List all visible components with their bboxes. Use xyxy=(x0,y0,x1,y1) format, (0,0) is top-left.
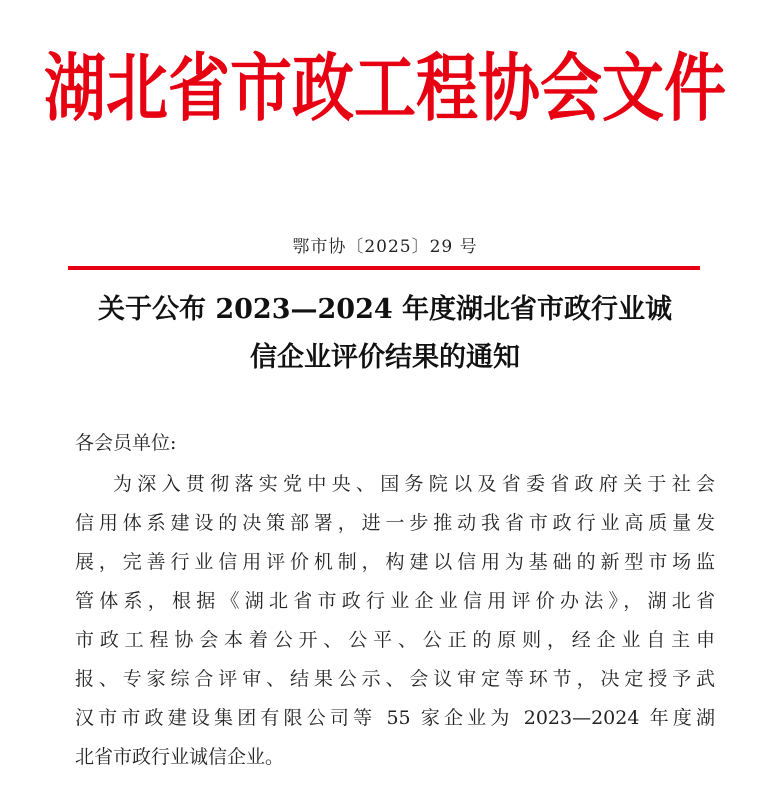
body-paragraph xyxy=(75,465,715,777)
document-number: 鄂市协〔2025〕29 号 xyxy=(292,237,478,257)
body-line: 信用体系建设的决策部署，进一步推动我省市政行业高质量发 xyxy=(75,512,715,534)
body-line: 报、专家综合评审、结果公示、会议审定等环节，决定授予武 xyxy=(75,668,715,690)
body-line: 汉市市政建设集团有限公司等 55 家企业为 2023—2024 年度湖 xyxy=(75,707,715,729)
body-line: 为深入贯彻落实党中央、国务院以及省委省政府关于社会 xyxy=(113,473,715,495)
body-line: 管体系，根据《湖北省市政行业企业信用评价办法》，湖北省 xyxy=(75,590,715,612)
body-line: 市政工程协会本着公开、公平、公正的原则，经企业自主申 xyxy=(75,629,715,651)
document-masthead: 湖北省市政工程协会文件 xyxy=(43,44,726,132)
red-divider-line xyxy=(68,266,700,270)
notice-title-line-1: 关于公布 2023—2024 年度湖北省市政行业诚 xyxy=(97,294,673,325)
body-line: 展，完善行业信用评价机制，构建以信用为基础的新型市场监 xyxy=(75,551,715,573)
notice-title xyxy=(60,286,710,382)
notice-title-line-2: 信企业评价结果的通知 xyxy=(250,342,520,373)
salutation: 各会员单位: xyxy=(75,432,177,454)
body-line: 北省市政行业诚信企业。 xyxy=(75,746,285,768)
